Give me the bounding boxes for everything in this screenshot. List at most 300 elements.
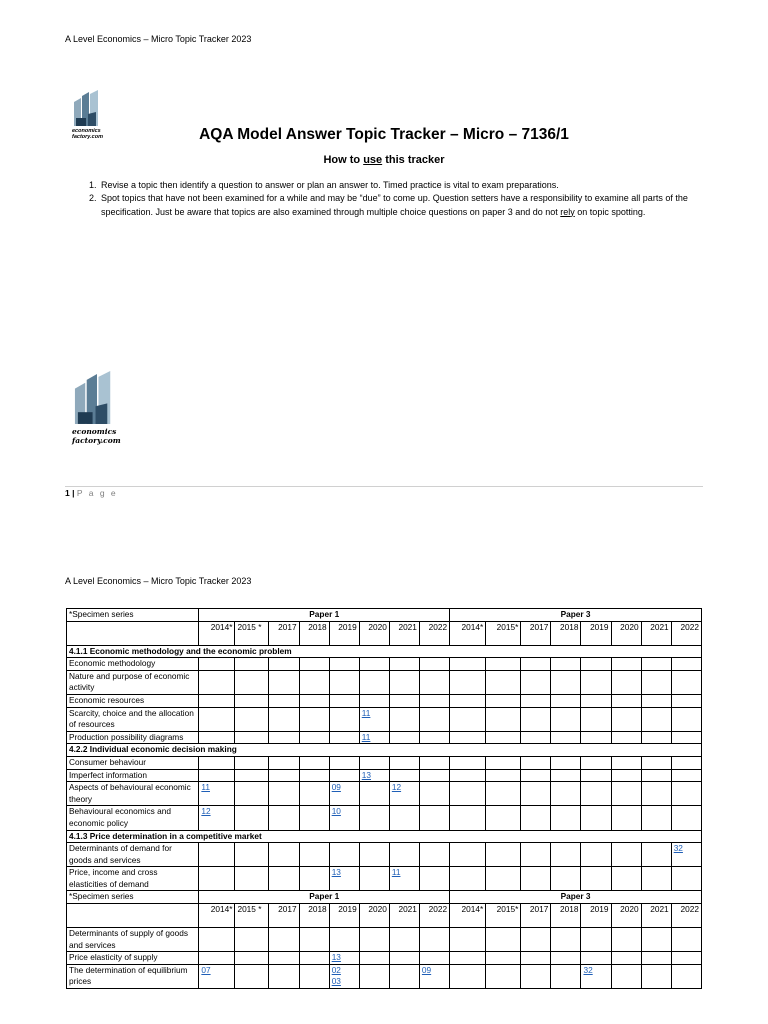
tracker-cell <box>641 731 671 744</box>
tracker-cell <box>671 756 701 769</box>
tracker-cell <box>521 952 551 965</box>
tracker-cell <box>235 670 268 694</box>
year-header: 2019 <box>329 904 359 928</box>
table-row <box>67 670 702 694</box>
table-row <box>67 756 702 769</box>
tracker-cell <box>389 782 419 806</box>
tracker-cell <box>268 843 299 867</box>
tracker-cell <box>419 731 449 744</box>
tracker-cell <box>581 806 611 830</box>
year-header: 2022 <box>671 621 701 645</box>
tracker-cell <box>611 756 641 769</box>
tracker-cell <box>299 928 329 952</box>
tracker-cell <box>486 782 521 806</box>
year-header: 2022 <box>419 904 449 928</box>
table-header-row <box>67 609 702 622</box>
tracker-cell <box>199 731 235 744</box>
tracker-cell <box>581 670 611 694</box>
tracker-cell <box>551 756 581 769</box>
year-header: 2017 <box>521 621 551 645</box>
question-link[interactable]: 11 <box>361 731 371 742</box>
topic-label: Consumer behaviour <box>67 756 199 769</box>
tracker-cell <box>671 769 701 782</box>
tracker-cell <box>419 658 449 671</box>
tracker-cell <box>581 694 611 707</box>
section-title: 4.1.3 Price determination in a competitive market <box>67 830 702 843</box>
tracker-cell <box>671 658 701 671</box>
tracker-cell <box>359 782 389 806</box>
tracker-cell <box>521 928 551 952</box>
tracker-cell <box>199 952 235 965</box>
tracker-cell <box>268 952 299 965</box>
tracker-cell <box>581 867 611 891</box>
tracker-cell <box>359 731 389 744</box>
topic-label: Determinants of demand for goods and services <box>67 843 199 867</box>
year-header: 2020 <box>359 621 389 645</box>
tracker-cell <box>359 928 389 952</box>
tracker-cell <box>641 670 671 694</box>
tracker-cell <box>671 670 701 694</box>
tracker-cell <box>419 769 449 782</box>
page-header: A Level Economics – Micro Topic Tracker 2023 <box>65 34 252 44</box>
tracker-cell <box>450 658 486 671</box>
tracker-cell <box>521 694 551 707</box>
tracker-cell <box>199 756 235 769</box>
footer-divider <box>65 486 703 487</box>
tracker-cell <box>611 843 641 867</box>
tracker-cell <box>486 707 521 731</box>
tracker-cell <box>521 867 551 891</box>
table-year-row <box>67 904 702 928</box>
paper3-header: Paper 3 <box>450 891 702 904</box>
tracker-cell <box>199 769 235 782</box>
tracker-cell <box>199 867 235 891</box>
year-header: 2018 <box>551 904 581 928</box>
tracker-cell <box>450 756 486 769</box>
tracker-cell <box>199 843 235 867</box>
tracker-cell <box>268 707 299 731</box>
tracker-cell <box>299 806 329 830</box>
tracker-cell <box>521 782 551 806</box>
tracker-cell <box>329 731 359 744</box>
tracker-cell <box>299 658 329 671</box>
topic-label: Economic methodology <box>67 658 199 671</box>
tracker-cell <box>389 694 419 707</box>
table-row <box>67 731 702 744</box>
tracker-cell <box>389 806 419 830</box>
tracker-cell <box>299 843 329 867</box>
tracker-cell <box>389 843 419 867</box>
table-row <box>67 707 702 731</box>
tracker-cell <box>419 806 449 830</box>
table-row <box>67 782 702 806</box>
tracker-cell <box>671 707 701 731</box>
tracker-cell <box>641 928 671 952</box>
tracker-cell <box>551 670 581 694</box>
tracker-cell <box>551 731 581 744</box>
tracker-cell <box>359 952 389 965</box>
tracker-cell <box>359 867 389 891</box>
tracker-cell <box>389 658 419 671</box>
tracker-cell <box>521 964 551 988</box>
tracker-cell <box>551 806 581 830</box>
tracker-cell <box>486 658 521 671</box>
page-number: 1 | P a g e <box>65 488 118 498</box>
topic-label: Price elasticity of supply <box>67 952 199 965</box>
tracker-cell <box>450 731 486 744</box>
tracker-cell <box>641 707 671 731</box>
tracker-cell <box>419 928 449 952</box>
tracker-cell <box>268 769 299 782</box>
question-link[interactable]: 12 <box>201 806 211 817</box>
tracker-cell <box>389 731 419 744</box>
table-row <box>67 964 702 988</box>
tracker-cell <box>641 867 671 891</box>
tracker-cell <box>671 694 701 707</box>
tracker-cell <box>359 670 389 694</box>
question-link[interactable]: 32 <box>583 964 593 975</box>
tracker-cell <box>551 769 581 782</box>
tracker-cell <box>235 707 268 731</box>
tracker-cell <box>611 867 641 891</box>
tracker-cell <box>299 867 329 891</box>
year-header: 2015* <box>486 904 521 928</box>
question-link[interactable]: 11 <box>201 782 210 793</box>
instruction-item: 2. Spot topics that have not been examined for a while and may be “due” to come up. Question setters have a responsibility to examine all parts of the specification. Just be aware that topics are also examined through multiple choice questions on paper 3 and do not rely on topic spotting. <box>99 192 724 219</box>
tracker-cell <box>641 658 671 671</box>
tracker-cell <box>641 756 671 769</box>
logo-text-economics: economics <box>72 128 101 134</box>
year-header: 2019 <box>581 904 611 928</box>
tracker-cell <box>235 952 268 965</box>
tracker-cell <box>419 867 449 891</box>
tracker-cell <box>581 731 611 744</box>
tracker-cell <box>486 769 521 782</box>
tracker-cell <box>581 952 611 965</box>
tracker-cell <box>235 928 268 952</box>
tracker-cell <box>299 670 329 694</box>
year-header: 2014* <box>199 904 235 928</box>
year-header: 2021 <box>389 621 419 645</box>
year-header: 2021 <box>641 904 671 928</box>
topic-label: Nature and purpose of economic activity <box>67 670 199 694</box>
topic-label: Aspects of behavioural economic theory <box>67 782 199 806</box>
tracker-cell <box>268 964 299 988</box>
question-link[interactable]: 13 <box>331 867 341 878</box>
tracker-cell <box>419 756 449 769</box>
tracker-cell <box>551 658 581 671</box>
question-link[interactable]: 11 <box>361 707 371 718</box>
year-header: 2018 <box>299 621 329 645</box>
question-link[interactable]: 32 <box>673 843 683 854</box>
question-link[interactable]: 09 <box>421 964 432 975</box>
tracker-cell <box>329 670 359 694</box>
tracker-cell <box>551 843 581 867</box>
year-header: 2015 * <box>235 904 268 928</box>
tracker-cell <box>199 694 235 707</box>
tracker-cell <box>389 707 419 731</box>
tracker-cell <box>450 769 486 782</box>
paper1-header: Paper 1 <box>199 891 450 904</box>
tracker-cell <box>486 867 521 891</box>
tracker-cell <box>268 806 299 830</box>
tracker-cell <box>486 806 521 830</box>
table-row <box>67 928 702 952</box>
table-row <box>67 694 702 707</box>
tracker-cell <box>268 658 299 671</box>
topic-label: Economic resources <box>67 694 199 707</box>
tracker-cell <box>671 731 701 744</box>
tracker-cell <box>671 952 701 965</box>
paper1-header: Paper 1 <box>199 609 450 622</box>
year-header: 2015 * <box>235 621 268 645</box>
tracker-cell <box>551 964 581 988</box>
question-link[interactable]: 09 <box>331 782 341 793</box>
tracker-cell <box>329 658 359 671</box>
tracker-cell <box>329 782 359 806</box>
table-row <box>67 658 702 671</box>
tracker-cell <box>235 806 268 830</box>
tracker-cell <box>329 964 359 988</box>
tracker-cell <box>551 928 581 952</box>
tracker-cell <box>235 769 268 782</box>
tracker-cell <box>581 964 611 988</box>
tracker-cell <box>611 928 641 952</box>
tracker-cell <box>611 658 641 671</box>
tracker-cell <box>329 769 359 782</box>
tracker-cell <box>419 707 449 731</box>
tracker-cell <box>199 707 235 731</box>
tracker-cell <box>450 952 486 965</box>
page-subtitle: How to use this tracker <box>323 154 445 166</box>
tracker-cell <box>329 707 359 731</box>
tracker-cell <box>521 843 551 867</box>
question-link[interactable]: 13 <box>361 769 371 780</box>
tracker-cell <box>450 782 486 806</box>
tracker-cell <box>450 707 486 731</box>
table-row <box>67 769 702 782</box>
tracker-cell <box>199 670 235 694</box>
tracker-cell <box>235 756 268 769</box>
tracker-cell <box>329 843 359 867</box>
year-header: 2017 <box>268 904 299 928</box>
tracker-cell <box>611 769 641 782</box>
tracker-cell <box>389 952 419 965</box>
tracker-cell <box>611 806 641 830</box>
tracker-cell <box>268 731 299 744</box>
section-title: 4.1.1 Economic methodology and the economic problem <box>67 645 702 658</box>
topic-label: Determinants of supply of goods and services <box>67 928 199 952</box>
tracker-cell <box>486 731 521 744</box>
paper3-header: Paper 3 <box>450 609 702 622</box>
year-header: 2018 <box>299 904 329 928</box>
topic-tracker-table <box>66 608 702 989</box>
year-header: 2022 <box>419 621 449 645</box>
page-header-2: A Level Economics – Micro Topic Tracker 2023 <box>65 576 252 586</box>
logo-text-economics: economics <box>72 427 117 436</box>
empty-cell <box>67 904 199 928</box>
tracker-cell <box>521 756 551 769</box>
tracker-cell <box>641 964 671 988</box>
year-header: 2014* <box>450 904 486 928</box>
tracker-cell <box>389 867 419 891</box>
tracker-cell <box>671 928 701 952</box>
building-logo-icon <box>72 368 122 424</box>
tracker-cell <box>199 964 235 988</box>
tracker-cell <box>329 928 359 952</box>
tracker-cell <box>329 756 359 769</box>
tracker-cell <box>486 928 521 952</box>
specimen-note: *Specimen series <box>67 609 199 622</box>
year-header: 2017 <box>521 904 551 928</box>
tracker-cell <box>235 867 268 891</box>
tracker-cell <box>551 694 581 707</box>
tracker-cell <box>486 843 521 867</box>
tracker-cell <box>641 694 671 707</box>
tracker-cell <box>641 782 671 806</box>
question-link[interactable]: 13 <box>331 952 341 963</box>
tracker-cell <box>419 670 449 694</box>
question-link[interactable]: 07 <box>201 964 211 975</box>
tracker-cell <box>641 806 671 830</box>
topic-label: Scarcity, choice and the allocation of resources <box>67 707 199 731</box>
tracker-cell <box>359 769 389 782</box>
tracker-cell <box>551 867 581 891</box>
year-header: 2015* <box>486 621 521 645</box>
tracker-cell <box>450 964 486 988</box>
tracker-cell <box>359 658 389 671</box>
tracker-cell <box>641 769 671 782</box>
year-header: 2021 <box>641 621 671 645</box>
instruction-item: 1. Revise a topic then identify a question to answer or plan an answer to. Timed practice is vital to exam preparations. <box>99 179 724 192</box>
year-header: 2018 <box>551 621 581 645</box>
table-row <box>67 952 702 965</box>
section-title: 4.2.2 Individual economic decision making <box>67 744 702 757</box>
tracker-cell <box>521 769 551 782</box>
year-header: 2019 <box>329 621 359 645</box>
tracker-cell <box>581 928 611 952</box>
tracker-cell <box>389 928 419 952</box>
tracker-cell <box>268 782 299 806</box>
tracker-cell <box>299 782 329 806</box>
tracker-cell <box>581 756 611 769</box>
section-row <box>67 830 702 843</box>
specimen-note: *Specimen series <box>67 891 199 904</box>
tracker-cell <box>359 806 389 830</box>
tracker-cell <box>299 731 329 744</box>
question-link[interactable]: 10 <box>331 806 341 817</box>
tracker-cell <box>299 756 329 769</box>
tracker-cell <box>199 658 235 671</box>
topic-label: Production possibility diagrams <box>67 731 199 744</box>
year-header: 2020 <box>611 621 641 645</box>
tracker-cell <box>268 867 299 891</box>
question-link[interactable]: 11 <box>391 867 401 878</box>
question-link[interactable]: 03 <box>331 976 341 987</box>
tracker-cell <box>419 782 449 806</box>
tracker-cell <box>235 731 268 744</box>
tracker-cell <box>199 782 235 806</box>
tracker-cell <box>299 707 329 731</box>
logo-text-factory: factory.com <box>72 436 121 445</box>
topic-label: The determination of equilibrium prices <box>67 964 199 988</box>
tracker-cell <box>486 756 521 769</box>
section-row <box>67 744 702 757</box>
logo-text-factory: factory.com <box>72 134 103 140</box>
year-header: 2014* <box>450 621 486 645</box>
tracker-cell <box>389 670 419 694</box>
tracker-cell <box>671 843 701 867</box>
year-header: 2020 <box>359 904 389 928</box>
table-year-row <box>67 621 702 645</box>
tracker-cell <box>551 952 581 965</box>
tracker-cell <box>359 756 389 769</box>
year-header: 2022 <box>671 904 701 928</box>
tracker-cell <box>611 731 641 744</box>
tracker-cell <box>450 806 486 830</box>
tracker-cell <box>521 806 551 830</box>
instructions-list <box>80 179 724 219</box>
tracker-cell <box>389 769 419 782</box>
tracker-cell <box>329 694 359 707</box>
tracker-cell <box>419 843 449 867</box>
tracker-cell <box>581 769 611 782</box>
tracker-cell <box>389 964 419 988</box>
topic-label: Behavioural economics and economic policy <box>67 806 199 830</box>
tracker-cell <box>486 670 521 694</box>
tracker-cell <box>419 694 449 707</box>
tracker-cell <box>581 843 611 867</box>
tracker-cell <box>450 843 486 867</box>
tracker-cell <box>359 843 389 867</box>
tracker-cell <box>199 928 235 952</box>
tracker-cell <box>671 806 701 830</box>
tracker-cell <box>235 658 268 671</box>
question-link[interactable]: 02 <box>331 964 341 975</box>
tracker-cell <box>299 769 329 782</box>
tracker-cell <box>235 694 268 707</box>
tracker-cell <box>671 782 701 806</box>
tracker-cell <box>299 952 329 965</box>
tracker-cell <box>581 707 611 731</box>
year-header: 2014* <box>199 621 235 645</box>
tracker-cell <box>299 964 329 988</box>
tracker-cell <box>235 782 268 806</box>
tracker-cell <box>581 782 611 806</box>
question-link[interactable]: 12 <box>391 782 402 793</box>
tracker-cell <box>329 806 359 830</box>
tracker-cell <box>641 843 671 867</box>
tracker-cell <box>235 843 268 867</box>
tracker-cell <box>450 867 486 891</box>
table-header-row <box>67 891 702 904</box>
topic-label: Price, income and cross elasticities of demand <box>67 867 199 891</box>
topic-label: Imperfect information <box>67 769 199 782</box>
tracker-cell <box>268 756 299 769</box>
page-title: AQA Model Answer Topic Tracker – Micro – 7136/1 <box>199 126 569 143</box>
tracker-cell <box>521 670 551 694</box>
tracker-cell <box>641 952 671 965</box>
economics-factory-logo-large <box>72 368 132 445</box>
tracker-cell <box>450 928 486 952</box>
tracker-cell <box>235 964 268 988</box>
section-row <box>67 645 702 658</box>
table-row <box>67 867 702 891</box>
tracker-cell <box>611 782 641 806</box>
tracker-cell <box>521 707 551 731</box>
tracker-cell <box>450 670 486 694</box>
tracker-cell <box>419 964 449 988</box>
